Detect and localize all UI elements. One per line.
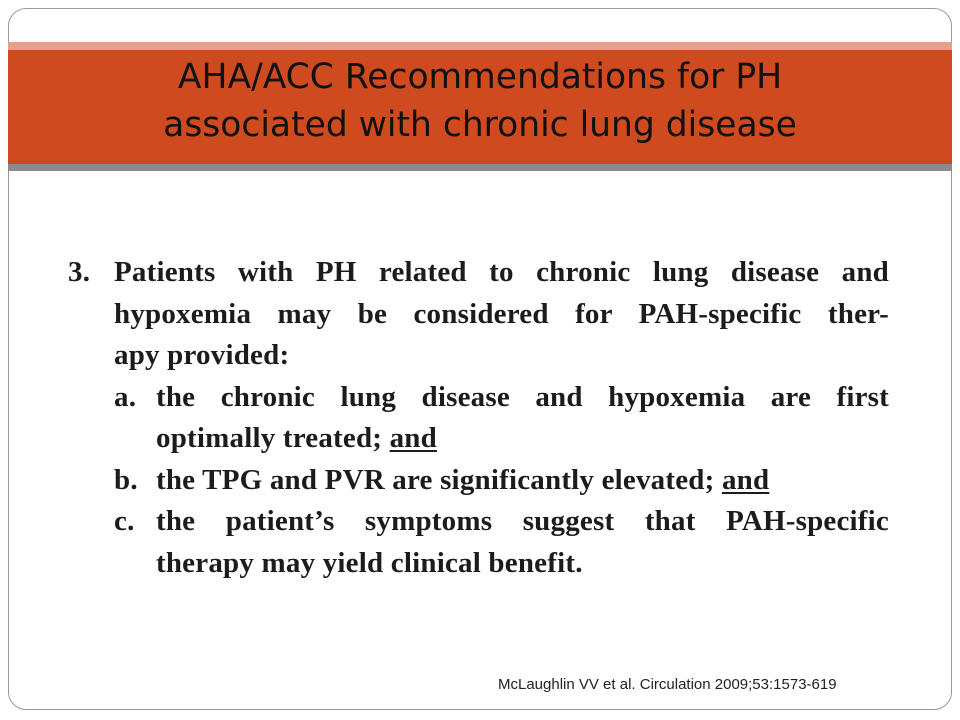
title-band-shadow [8, 164, 952, 171]
recommendation-text: Patients with PH related to chronic lung disease and [114, 256, 889, 288]
sub-item-c-continued [68, 543, 898, 585]
sub-item-a-continued [68, 418, 898, 460]
conjunction-and: and [389, 422, 437, 454]
conjunction-and: and [721, 463, 770, 496]
sub-item-letter: a. [114, 380, 137, 413]
sub-item-text: the TPG and PVR are significantly elevated; [156, 463, 715, 496]
sub-item-text: therapy may yield clinical benefit. [156, 546, 583, 579]
slide-title [8, 53, 952, 149]
recommendation-text: hypoxemia may be considered for PAH-specific ther- [114, 297, 889, 330]
sub-item-letter: b. [114, 463, 138, 496]
slide-title-line-2: associated with chronic lung disease [163, 105, 797, 145]
sub-item-text: optimally treated; [156, 422, 383, 454]
recommendation-text: apy provided: [114, 339, 290, 371]
sub-item-text-continued [156, 418, 437, 460]
sub-item-b [68, 460, 898, 502]
sub-item-text-group [156, 460, 769, 502]
sub-item-text: the patient’s symptoms suggest that PAH-specific [156, 505, 889, 537]
sub-item-c [68, 501, 898, 543]
recommendation-line [68, 252, 898, 294]
recommendation-line [68, 335, 898, 377]
sub-item-a [68, 377, 898, 419]
recommendation-line [68, 294, 898, 336]
title-band-accent [8, 42, 952, 50]
recommendation-number: 3. [68, 256, 91, 288]
sub-item-letter: c. [114, 505, 135, 537]
sub-item-text: the chronic lung disease and hypoxemia are first [156, 380, 889, 413]
citation: McLaughlin VV et al. Circulation 2009;53:1573-619 [498, 676, 837, 693]
slide-title-line-1: AHA/ACC Recommendations for PH [177, 57, 783, 97]
recommendation-block [68, 252, 898, 584]
